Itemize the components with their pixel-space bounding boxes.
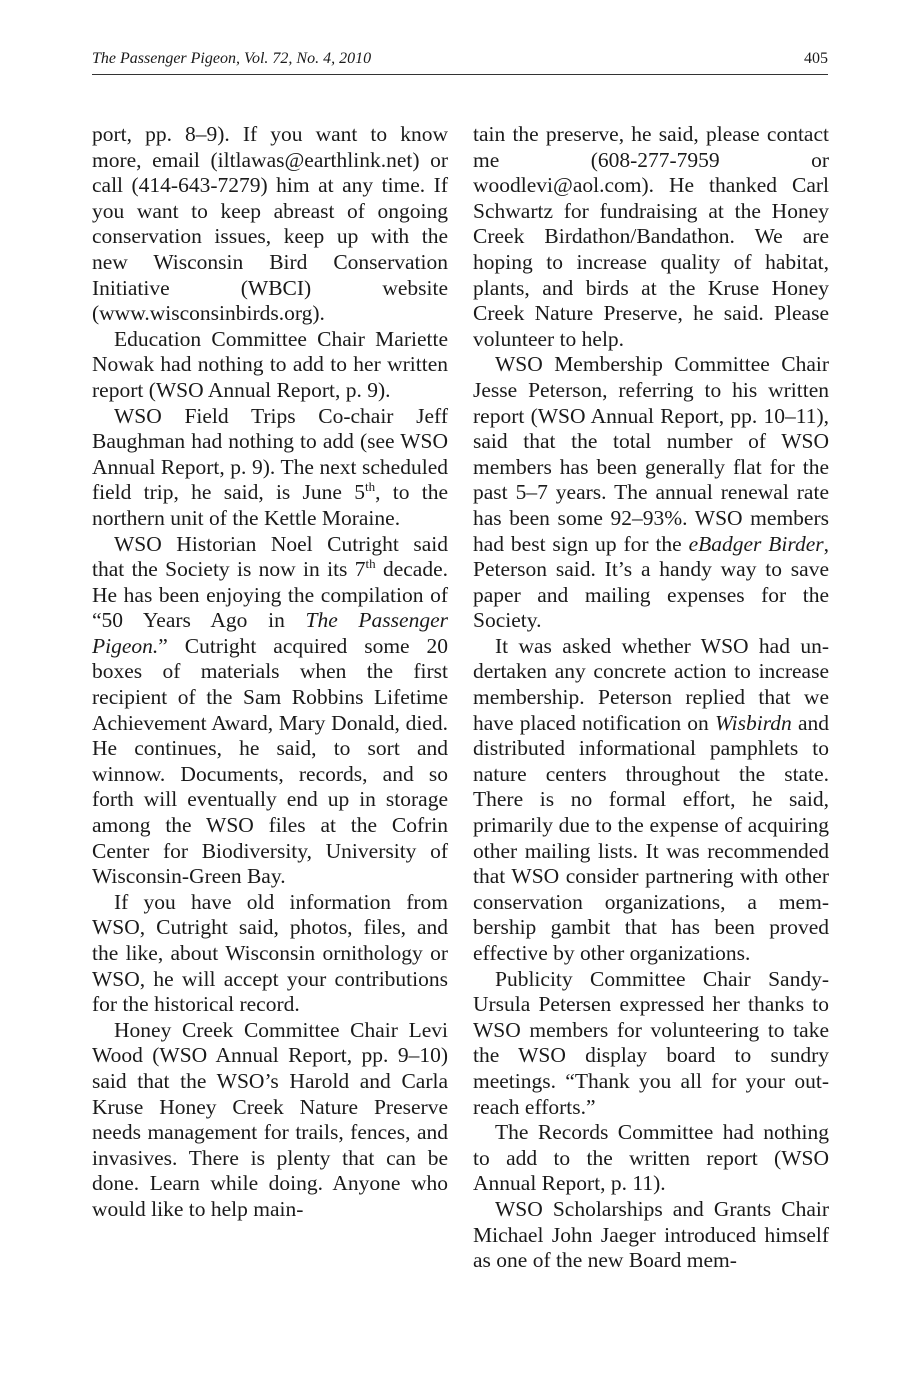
header-rule (92, 74, 828, 75)
paragraph: port, pp. 8–9). If you want to know more, email (iltlawas@earthlink.net) or call (414-643-7279) him at any time. If you want to keep abreast of ongoing conservation issues, keep up with the new Wisconsin Bird Conservation Initiative (WBCI) website (www.wisconsinbirds.org). (92, 122, 448, 326)
paragraph (473, 634, 829, 967)
text-run: and distributed informational pamphlets to nature centers throughout the state. There is no formal effort, he said, primarily due to the expense of acquiring other mailing lists. It was recommended that WSO consider partnering with other conservation organizations, a membership gambit that has been proved effective by other organizations. (473, 710, 829, 965)
paragraph (473, 352, 829, 634)
italic-title: eBadger Birder (688, 531, 824, 556)
paragraph (92, 404, 448, 532)
text-run: decade. He has been enjoying the compilation of “50 Years Ago in (92, 557, 449, 633)
superscript: th (365, 556, 376, 572)
right-column (473, 122, 829, 1274)
running-header (92, 48, 828, 72)
paragraph: If you have old information from WSO, Cutright said, photos, files, and the like, about Wisconsin ornithology or WSO, he will accept your contributions for the historical record. (92, 889, 448, 1017)
text-run: WSO Membership Committee Chair Jesse Peterson, referring to his written report (WSO Annual Report, pp. 10–11), said that the total number of WSO members has been generally flat for the past 5–7 years. The annual renewal rate has been some 92–93%. WSO members had best sign up for the (473, 352, 829, 556)
page-number: 405 (804, 50, 828, 67)
paragraph (92, 532, 448, 890)
text-run: It was asked whether WSO had undertaken any concrete action to increase membership. Peterson replied that we have placed notification on (473, 633, 829, 735)
italic-title: The Passenger Pigeon. (92, 608, 448, 658)
text-run: , to the northern unit of the Kettle Moraine. (92, 480, 448, 530)
text-run: WSO Historian Noel Cutright said that the Society is now in its 7 (92, 531, 448, 582)
italic-title: Wisbirdn (714, 710, 792, 735)
paragraph: The Records Committee had nothing to add to the written report (WSO Annual Report, p. 11). (473, 1120, 829, 1196)
text-run: , Peterson said. It’s a handy way to save paper and mailing expenses for the Society. (473, 531, 829, 633)
text-run: ” Cutright acquired some 20 boxes of materials when the first recipient of the Sam Robbins Lifetime Achievement Award, Mary Donald, died. He continues, he said, to sort and winnow. Documents, records, and so forth will eventually end up in storage among the WSO files at the Cofrin Center for Biodiversity, University of Wisconsin-Green Bay. (92, 633, 448, 889)
superscript: th (364, 479, 376, 495)
paragraph: WSO Scholarships and Grants Chair Michael John Jaeger introduced himself as one of the new Board mem- (473, 1196, 829, 1273)
paragraph: Publicity Committee Chair Sandy-Ursula Petersen expressed her thanks to WSO members for volunteering to take the WSO display board to sundry meetings. “Thank you all for your outreach efforts.” (473, 966, 829, 1119)
paragraph: tain the preserve, he said, please contact me (608-277-7959 or woodlevi@aol.com). He thanked Carl Schwartz for fundraising at the Honey Creek Birdathon/Bandathon. We are hoping to increase quality of habitat, plants, and birds at the Kruse Honey Creek Nature Preserve, he said. Please volunteer to help. (473, 122, 829, 351)
text-run: WSO Field Trips Co-chair Jeff Baughman had nothing to add (see WSO Annual Report, p. 9). The next scheduled field trip, he said, is June 5 (92, 403, 448, 505)
paragraph: Honey Creek Committee Chair Levi Wood (WSO Annual Report, pp. 9–10) said that the WSO’s Harold and Carla Kruse Honey Creek Nature Preserve needs management for trails, fences, and invasives. There is plenty that can be done. Learn while doing. Anyone who would like to help main- (92, 1017, 448, 1221)
paragraph: Education Committee Chair Mariette Nowak had nothing to add to her written report (WSO Annual Report, p. 9). (92, 326, 448, 402)
left-column (92, 122, 448, 1223)
journal-citation: The Passenger Pigeon, Vol. 72, No. 4, 2010 (92, 50, 372, 67)
